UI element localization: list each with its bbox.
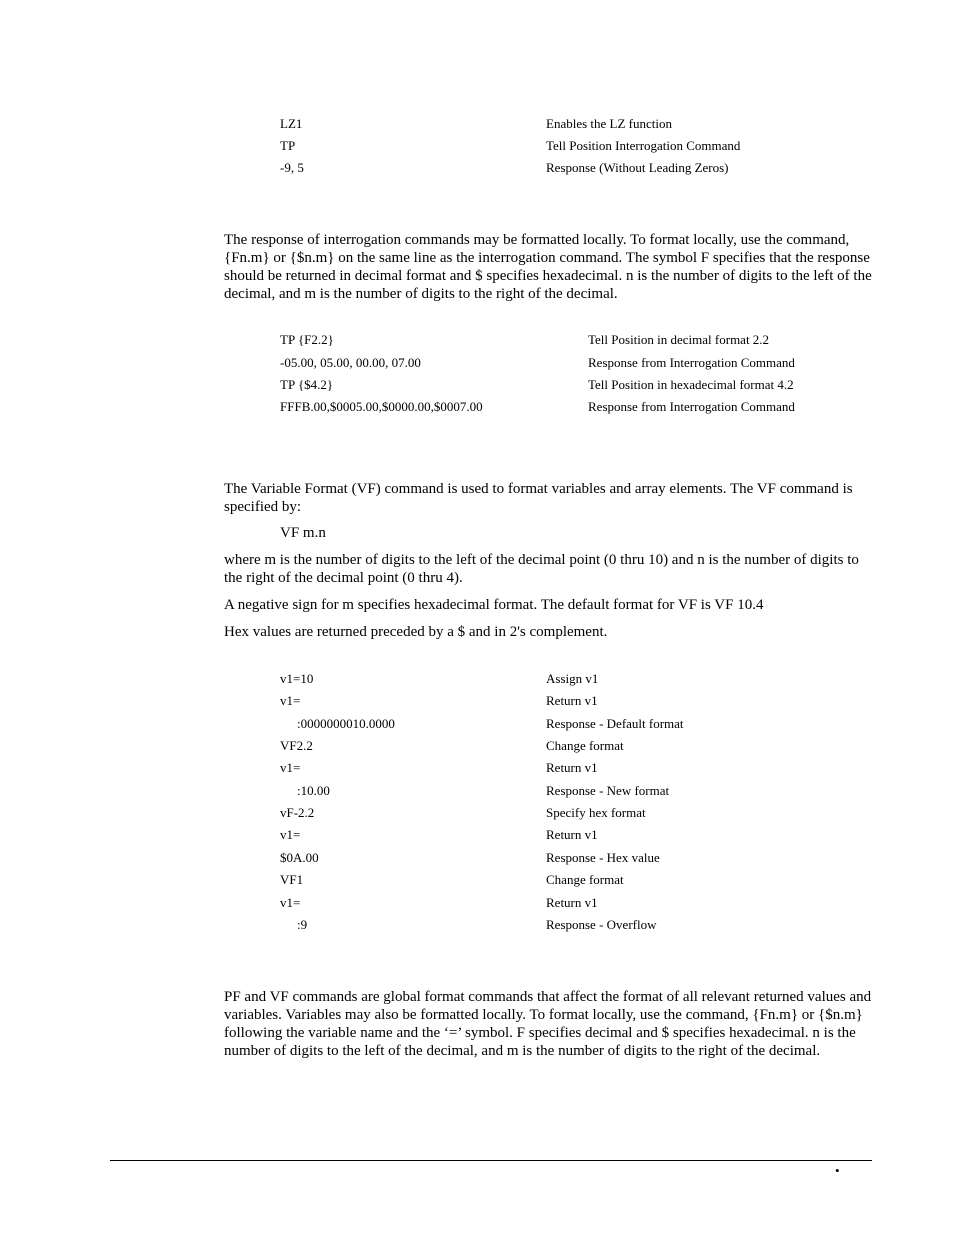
paragraph-vf-intro: The Variable Format (VF) command is used to format variables and array elements. The VF command is specified by: xyxy=(224,481,853,515)
table3-description: Response - Hex value xyxy=(546,850,660,865)
table3-description: Return v1 xyxy=(546,693,598,708)
table3-description: Return v1 xyxy=(546,760,598,775)
table2-command: TP {F2.2} xyxy=(280,332,334,347)
table2-command: FFFB.00,$0005.00,$0000.00,$0007.00 xyxy=(280,399,483,414)
table2-description: Response from Interrogation Command xyxy=(588,355,795,370)
footer-bullet-icon: • xyxy=(835,1163,840,1178)
table3-description: Change format xyxy=(546,872,624,887)
paragraph-negative-sign: A negative sign for m specifies hexadecimal format. The default format for VF is VF 10.4 xyxy=(224,597,764,613)
table3-command: v1=10 xyxy=(280,671,314,686)
table3-description: Change format xyxy=(546,738,624,753)
table1-description: Response (Without Leading Zeros) xyxy=(546,160,729,175)
paragraph-local-format: The response of interrogation commands may be formatted locally. To format locally, use the command, {Fn.m} or {$n.m} on the same line as the interrogation command. The symbol F specifies that the response should be returned in decimal format and $ specifies hexadecimal. n is the number of digits to the left of the decimal, and m is the number of digits to the right of the decimal. xyxy=(224,232,872,302)
table3-command: VF2.2 xyxy=(280,738,313,753)
table3-description: Assign v1 xyxy=(546,671,599,686)
table2-description: Response from Interrogation Command xyxy=(588,399,795,414)
table3-command: :9 xyxy=(297,917,308,932)
table3-command: VF1 xyxy=(280,872,304,887)
vf-syntax: VF m.n xyxy=(280,525,326,541)
table3-description: Return v1 xyxy=(546,895,598,910)
paragraph-vf-digits: where m is the number of digits to the left of the decimal point (0 thru 10) and n is the number of digits to the right of the decimal point (0 thru 4). xyxy=(224,552,859,586)
table3-description: Response - Overflow xyxy=(546,917,657,932)
table3-command: v1= xyxy=(280,760,301,775)
table3-description: Response - New format xyxy=(546,783,670,798)
table3-command: :0000000010.0000 xyxy=(297,716,395,731)
table3-description: Response - Default format xyxy=(546,716,684,731)
table1-command: -9, 5 xyxy=(280,160,304,175)
table2-command: -05.00, 05.00, 00.00, 07.00 xyxy=(280,355,421,370)
footer-rule xyxy=(110,1160,872,1161)
table3-command: $0A.00 xyxy=(280,850,319,865)
table1-description: Tell Position Interrogation Command xyxy=(546,138,741,153)
table1-description: Enables the LZ function xyxy=(546,116,672,131)
table3-description: Return v1 xyxy=(546,827,598,842)
table2-command: TP {$4.2} xyxy=(280,377,334,392)
paragraph-hex-values: Hex values are returned preceded by a $ and in 2's complement. xyxy=(224,624,608,640)
table1-command: LZ1 xyxy=(280,116,303,131)
table3-command: v1= xyxy=(280,827,301,842)
table2-description: Tell Position in decimal format 2.2 xyxy=(588,332,770,347)
paragraph-global-format: PF and VF commands are global format commands that affect the format of all relevant returned values and variables. Variables may also be formatted locally. To format locally, use the command, {Fn.m} or {$n.m} following the variable name and the ‘=’ symbol. F specifies decimal and $ specifies hexadecimal. n is the number of digits to the left of the decimal, and m is the number of digits to the right of the decimal. xyxy=(224,989,872,1059)
table2-description: Tell Position in hexadecimal format 4.2 xyxy=(588,377,794,392)
table3-description: Specify hex format xyxy=(546,805,646,820)
table3-command: v1= xyxy=(280,693,301,708)
table3-command: :10.00 xyxy=(297,783,330,798)
table3-command: vF-2.2 xyxy=(280,805,315,820)
table3-command: v1= xyxy=(280,895,301,910)
table1-command: TP xyxy=(280,138,296,153)
